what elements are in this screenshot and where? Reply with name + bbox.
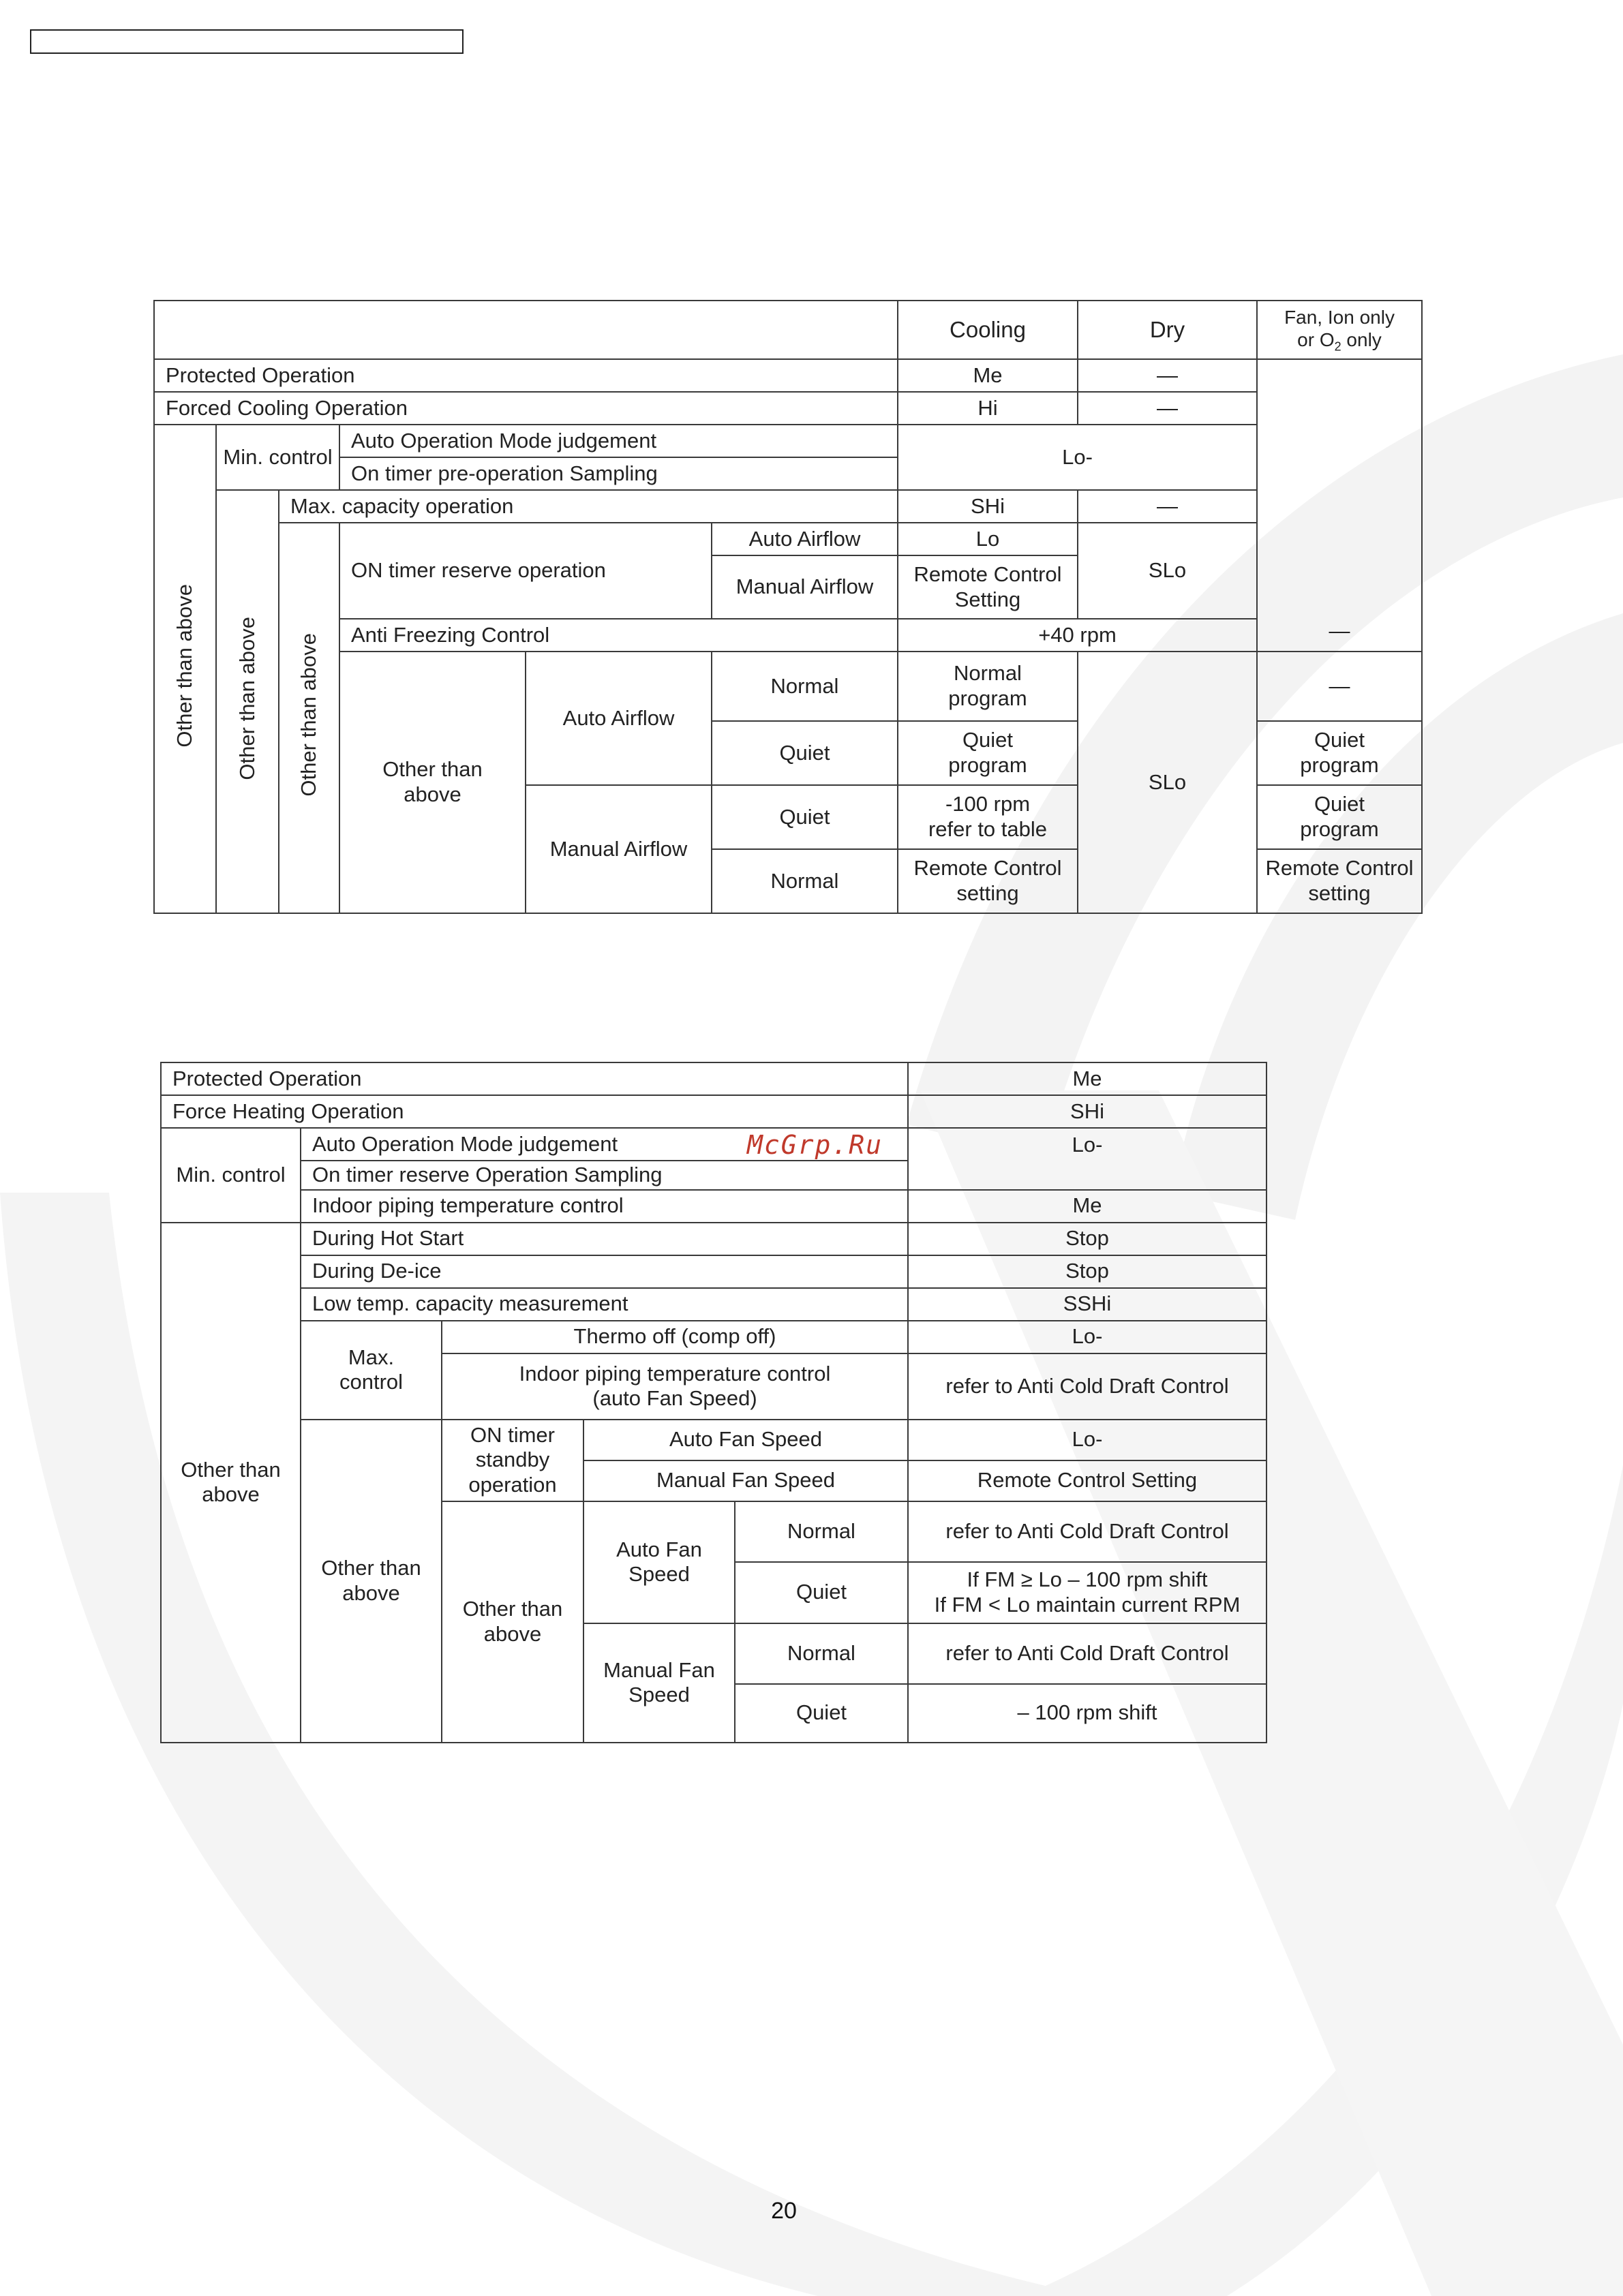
other-than-above-middle: Other than above [216,490,279,913]
on-timer-dry: SLo [1078,523,1257,619]
hot-start-value: Stop [908,1223,1266,1255]
protected-operation-label: Protected Operation [154,359,898,392]
auto-quiet-fan: Quiet program [1257,721,1422,785]
heating-fan-speed-table [160,1062,1267,1743]
heat-auto-normal-label: Normal [735,1501,908,1562]
on-timer-sampling: On timer pre-operation Sampling [339,457,898,490]
low-temp-label: Low temp. capacity measurement [301,1288,908,1321]
max-capacity-dry: — [1078,490,1257,523]
on-timer-standby-label: ON timer standby operation [442,1420,583,1501]
manual-quiet-label: Quiet [712,785,898,849]
heat-indoor-piping-label: Indoor piping temperature control [301,1190,908,1223]
min-control-value: Lo- [898,425,1257,490]
heat-protected-value: Me [908,1062,1266,1095]
fan-column-merged: — [1257,359,1422,652]
de-ice-label: During De-ice [301,1255,908,1288]
header-fan-ion: Fan, Ion only or $O_2$ only [1257,301,1422,359]
thermo-off-label: Thermo off (comp off) [442,1321,908,1353]
standby-auto-fan-label: Auto Fan Speed [583,1420,908,1460]
thermo-off-value: Lo- [908,1321,1266,1353]
heat-auto-mode-value: Lo- [908,1128,1266,1190]
manual-normal-fan: Remote Control setting [1257,849,1422,913]
auto-normal-fan: — [1257,652,1422,721]
manual-fan-speed-label: Manual Fan Speed [583,1623,735,1743]
heat-other-than-above-inner: Other than above [442,1501,583,1743]
header-cooling: Cooling [898,301,1078,359]
auto-quiet-cooling: Quiet program [898,721,1078,785]
heat-indoor-piping-value: Me [908,1190,1266,1223]
auto-normal-label: Normal [712,652,898,721]
manual-quiet-cooling: -100 rpm refer to table [898,785,1078,849]
heat-manual-quiet-label: Quiet [735,1684,908,1743]
forced-cooling-dry: — [1078,392,1257,425]
min-control-label: Min. control [216,425,339,490]
heat-auto-normal-value: refer to Anti Cold Draft Control [908,1501,1266,1562]
auto-fan-speed-label: Auto Fan Speed [583,1501,735,1623]
heat-auto-mode-label: Auto Operation Mode judgement [301,1128,908,1161]
anti-freezing-label: Anti Freezing Control [339,619,898,652]
max-capacity-label: Max. capacity operation [279,490,898,523]
page-number: 20 [771,2198,797,2224]
protected-operation-cooling: Me [898,359,1078,392]
max-indoor-piping-label: Indoor piping temperature control (auto Fan Speed) [442,1353,908,1420]
header-dry: Dry [1078,301,1257,359]
on-timer-manual-value: Remote Control Setting [898,555,1078,619]
heat-manual-normal-label: Normal [735,1623,908,1684]
max-control-label: Max. control [301,1321,442,1420]
heat-manual-quiet-value: – 100 rpm shift [908,1684,1266,1743]
auto-airflow-label: Auto Airflow [526,652,712,785]
manual-normal-cooling: Remote Control setting [898,849,1078,913]
other-than-above-outer: Other than above [154,425,216,913]
hot-start-label: During Hot Start [301,1223,908,1255]
heat-protected-label: Protected Operation [161,1062,908,1095]
standby-auto-fan-value: Lo- [908,1420,1266,1460]
de-ice-value: Stop [908,1255,1266,1288]
on-timer-reserve-label: ON timer reserve operation [339,523,712,619]
manual-airflow-label: Manual Airflow [526,785,712,913]
watermark-text: McGrp.Ru [747,1130,883,1160]
heat-other-than-above-middle: Other than above [301,1420,442,1743]
heat-other-than-above-outer: Other than above [161,1223,301,1743]
on-timer-auto-airflow: Auto Airflow [712,523,898,555]
max-indoor-piping-value: refer to Anti Cold Draft Control [908,1353,1266,1420]
heat-min-control-label: Min. control [161,1128,301,1223]
auto-operation-mode: Auto Operation Mode judgement [339,425,898,457]
header-empty-cell [154,301,898,359]
auto-normal-cooling: Normal program [898,652,1078,721]
heat-auto-quiet-label: Quiet [735,1562,908,1623]
protected-operation-dry: — [1078,359,1257,392]
force-heating-value: SHi [908,1095,1266,1128]
on-timer-manual-airflow: Manual Airflow [712,555,898,619]
force-heating-label: Force Heating Operation [161,1095,908,1128]
other-dry-value: SLo [1078,652,1257,913]
on-timer-auto-value: Lo [898,523,1078,555]
heat-manual-normal-value: refer to Anti Cold Draft Control [908,1623,1266,1684]
standby-manual-fan-value: Remote Control Setting [908,1460,1266,1501]
forced-cooling-label: Forced Cooling Operation [154,392,898,425]
other-than-above-inner: Other than above [279,523,339,913]
manual-normal-label: Normal [712,849,898,913]
heat-auto-quiet-value: If FM ≥ Lo – 100 rpm shift If FM < Lo maintain current RPM [908,1562,1266,1623]
max-capacity-cooling: SHi [898,490,1078,523]
other-than-above-label: Other than above [339,652,526,913]
anti-freezing-value: +40 rpm [898,619,1257,652]
cooling-fan-speed-table [153,300,1423,914]
auto-quiet-label: Quiet [712,721,898,785]
header-box [30,29,464,54]
standby-manual-fan-label: Manual Fan Speed [583,1460,908,1501]
heat-on-timer-label: On timer reserve Operation Sampling [301,1161,908,1190]
forced-cooling-cooling: Hi [898,392,1078,425]
manual-quiet-fan: Quiet program [1257,785,1422,849]
low-temp-value: SSHi [908,1288,1266,1321]
